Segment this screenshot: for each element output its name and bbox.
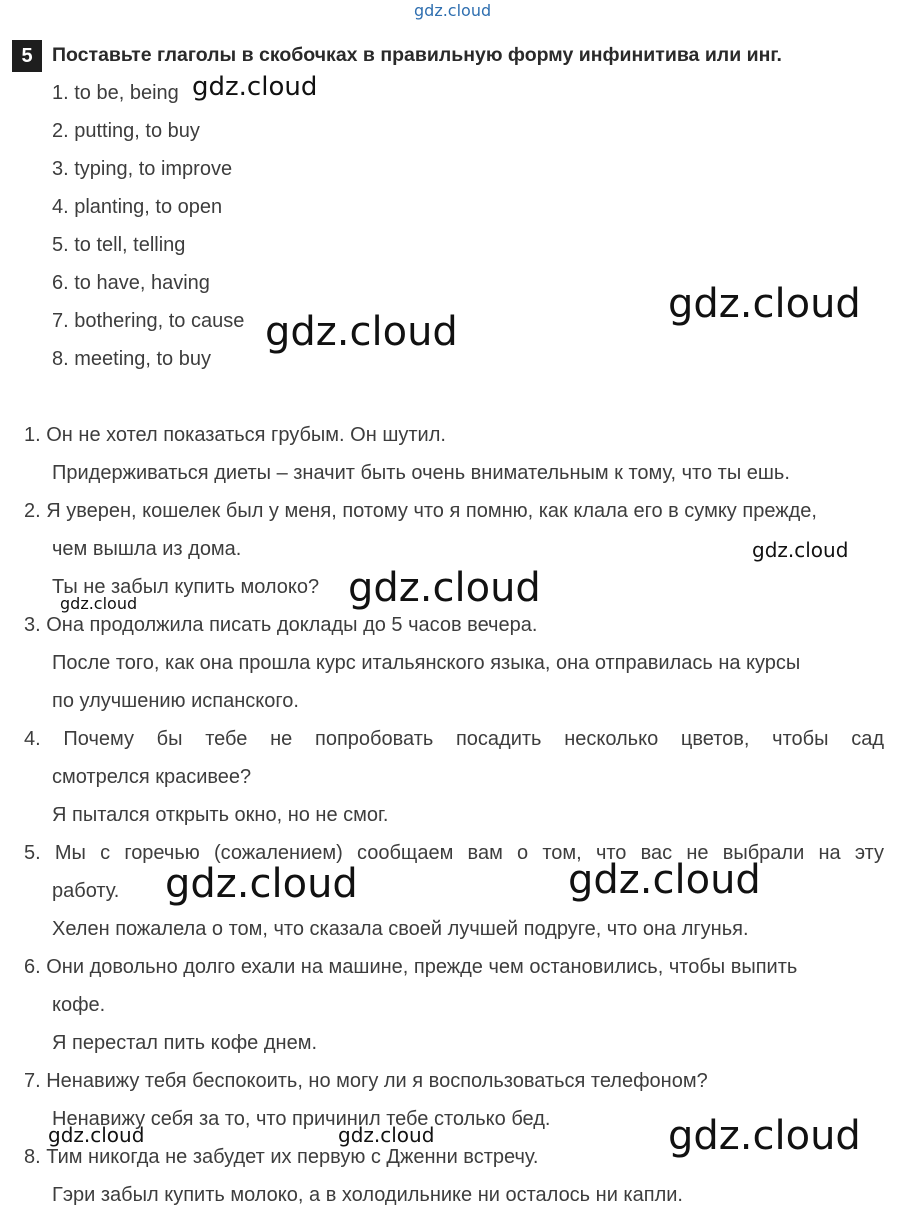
watermark-11: gdz.cloud — [668, 1113, 861, 1159]
exercise-number-badge: 5 — [12, 40, 42, 72]
translation-5a: 5. Мы с горечью (сожалением) сообщаем вам о том, что вас не выбрали на эту — [24, 842, 884, 864]
watermark-4: gdz.cloud — [752, 538, 849, 562]
answer-item-8: 8. meeting, to buy — [52, 348, 211, 370]
answer-item-5: 5. to tell, telling — [52, 234, 186, 256]
translation-6c: Я перестал пить кофе днем. — [52, 1032, 317, 1054]
answer-item-1: 1. to be, being — [52, 82, 179, 104]
translation-4a: 4. Почему бы тебе не попробовать посадить несколько цветов, чтобы сад — [24, 728, 884, 750]
watermark-5: gdz.cloud — [348, 565, 541, 611]
answer-item-7: 7. bothering, to cause — [52, 310, 245, 332]
answer-item-3: 3. typing, to improve — [52, 158, 233, 180]
translation-2c: Ты не забыл купить молоко? — [52, 576, 320, 598]
translation-3a: 3. Она продолжила писать доклады до 5 часов вечера. — [24, 614, 538, 636]
translation-2b: чем вышла из дома. — [52, 538, 242, 560]
translation-6a: 6. Они довольно долго ехали на машине, прежде чем остановились, чтобы выпить — [24, 956, 798, 978]
translation-8a: 8. Тим никогда не забудет их первую с Дженни встречу. — [24, 1146, 539, 1168]
watermark-3: gdz.cloud — [265, 309, 458, 355]
translation-6b: кофе. — [52, 994, 106, 1016]
exercise-instruction: Поставьте глаголы в скобочках в правильную форму инфинитива или инг. — [52, 44, 782, 66]
translation-3c: по улучшению испанского. — [52, 690, 299, 712]
watermark-1: gdz.cloud — [192, 72, 318, 102]
watermark-6: gdz.cloud — [60, 594, 138, 613]
translation-5b: работу. — [52, 880, 120, 902]
watermark-7: gdz.cloud — [165, 861, 358, 907]
translation-5c: Хелен пожалела о том, что сказала своей лучшей подруге, что она лгунья. — [52, 918, 749, 940]
translation-4c: Я пытался открыть окно, но не смог. — [52, 804, 389, 826]
translation-8b: Гэри забыл купить молоко, а в холодильнике ни осталось ни капли. — [52, 1184, 683, 1206]
answer-item-2: 2. putting, to buy — [52, 120, 200, 142]
watermark-2: gdz.cloud — [668, 281, 861, 327]
watermark-9: gdz.cloud — [48, 1123, 145, 1147]
watermark-top: gdz.cloud — [414, 1, 492, 20]
watermark-10: gdz.cloud — [338, 1123, 435, 1147]
translation-1a: 1. Он не хотел показаться грубым. Он шутил. — [24, 424, 446, 446]
translation-4b: смотрелся красивее? — [52, 766, 252, 788]
translation-7b: Ненавижу себя за то, что причинил тебе столько бед. — [52, 1108, 551, 1130]
translation-2a: 2. Я уверен, кошелек был у меня, потому что я помню, как клала его в сумку прежде, — [24, 500, 817, 522]
translation-1b: Придерживаться диеты – значит быть очень внимательным к тому, что ты ешь. — [52, 462, 790, 484]
translation-3b: После того, как она прошла курс итальянского языка, она отправилась на курсы — [52, 652, 801, 674]
watermark-8: gdz.cloud — [568, 857, 761, 903]
answer-item-4: 4. planting, to open — [52, 196, 223, 218]
answer-item-6: 6. to have, having — [52, 272, 210, 294]
translation-7a: 7. Ненавижу тебя беспокоить, но могу ли я воспользоваться телефоном? — [24, 1070, 708, 1092]
